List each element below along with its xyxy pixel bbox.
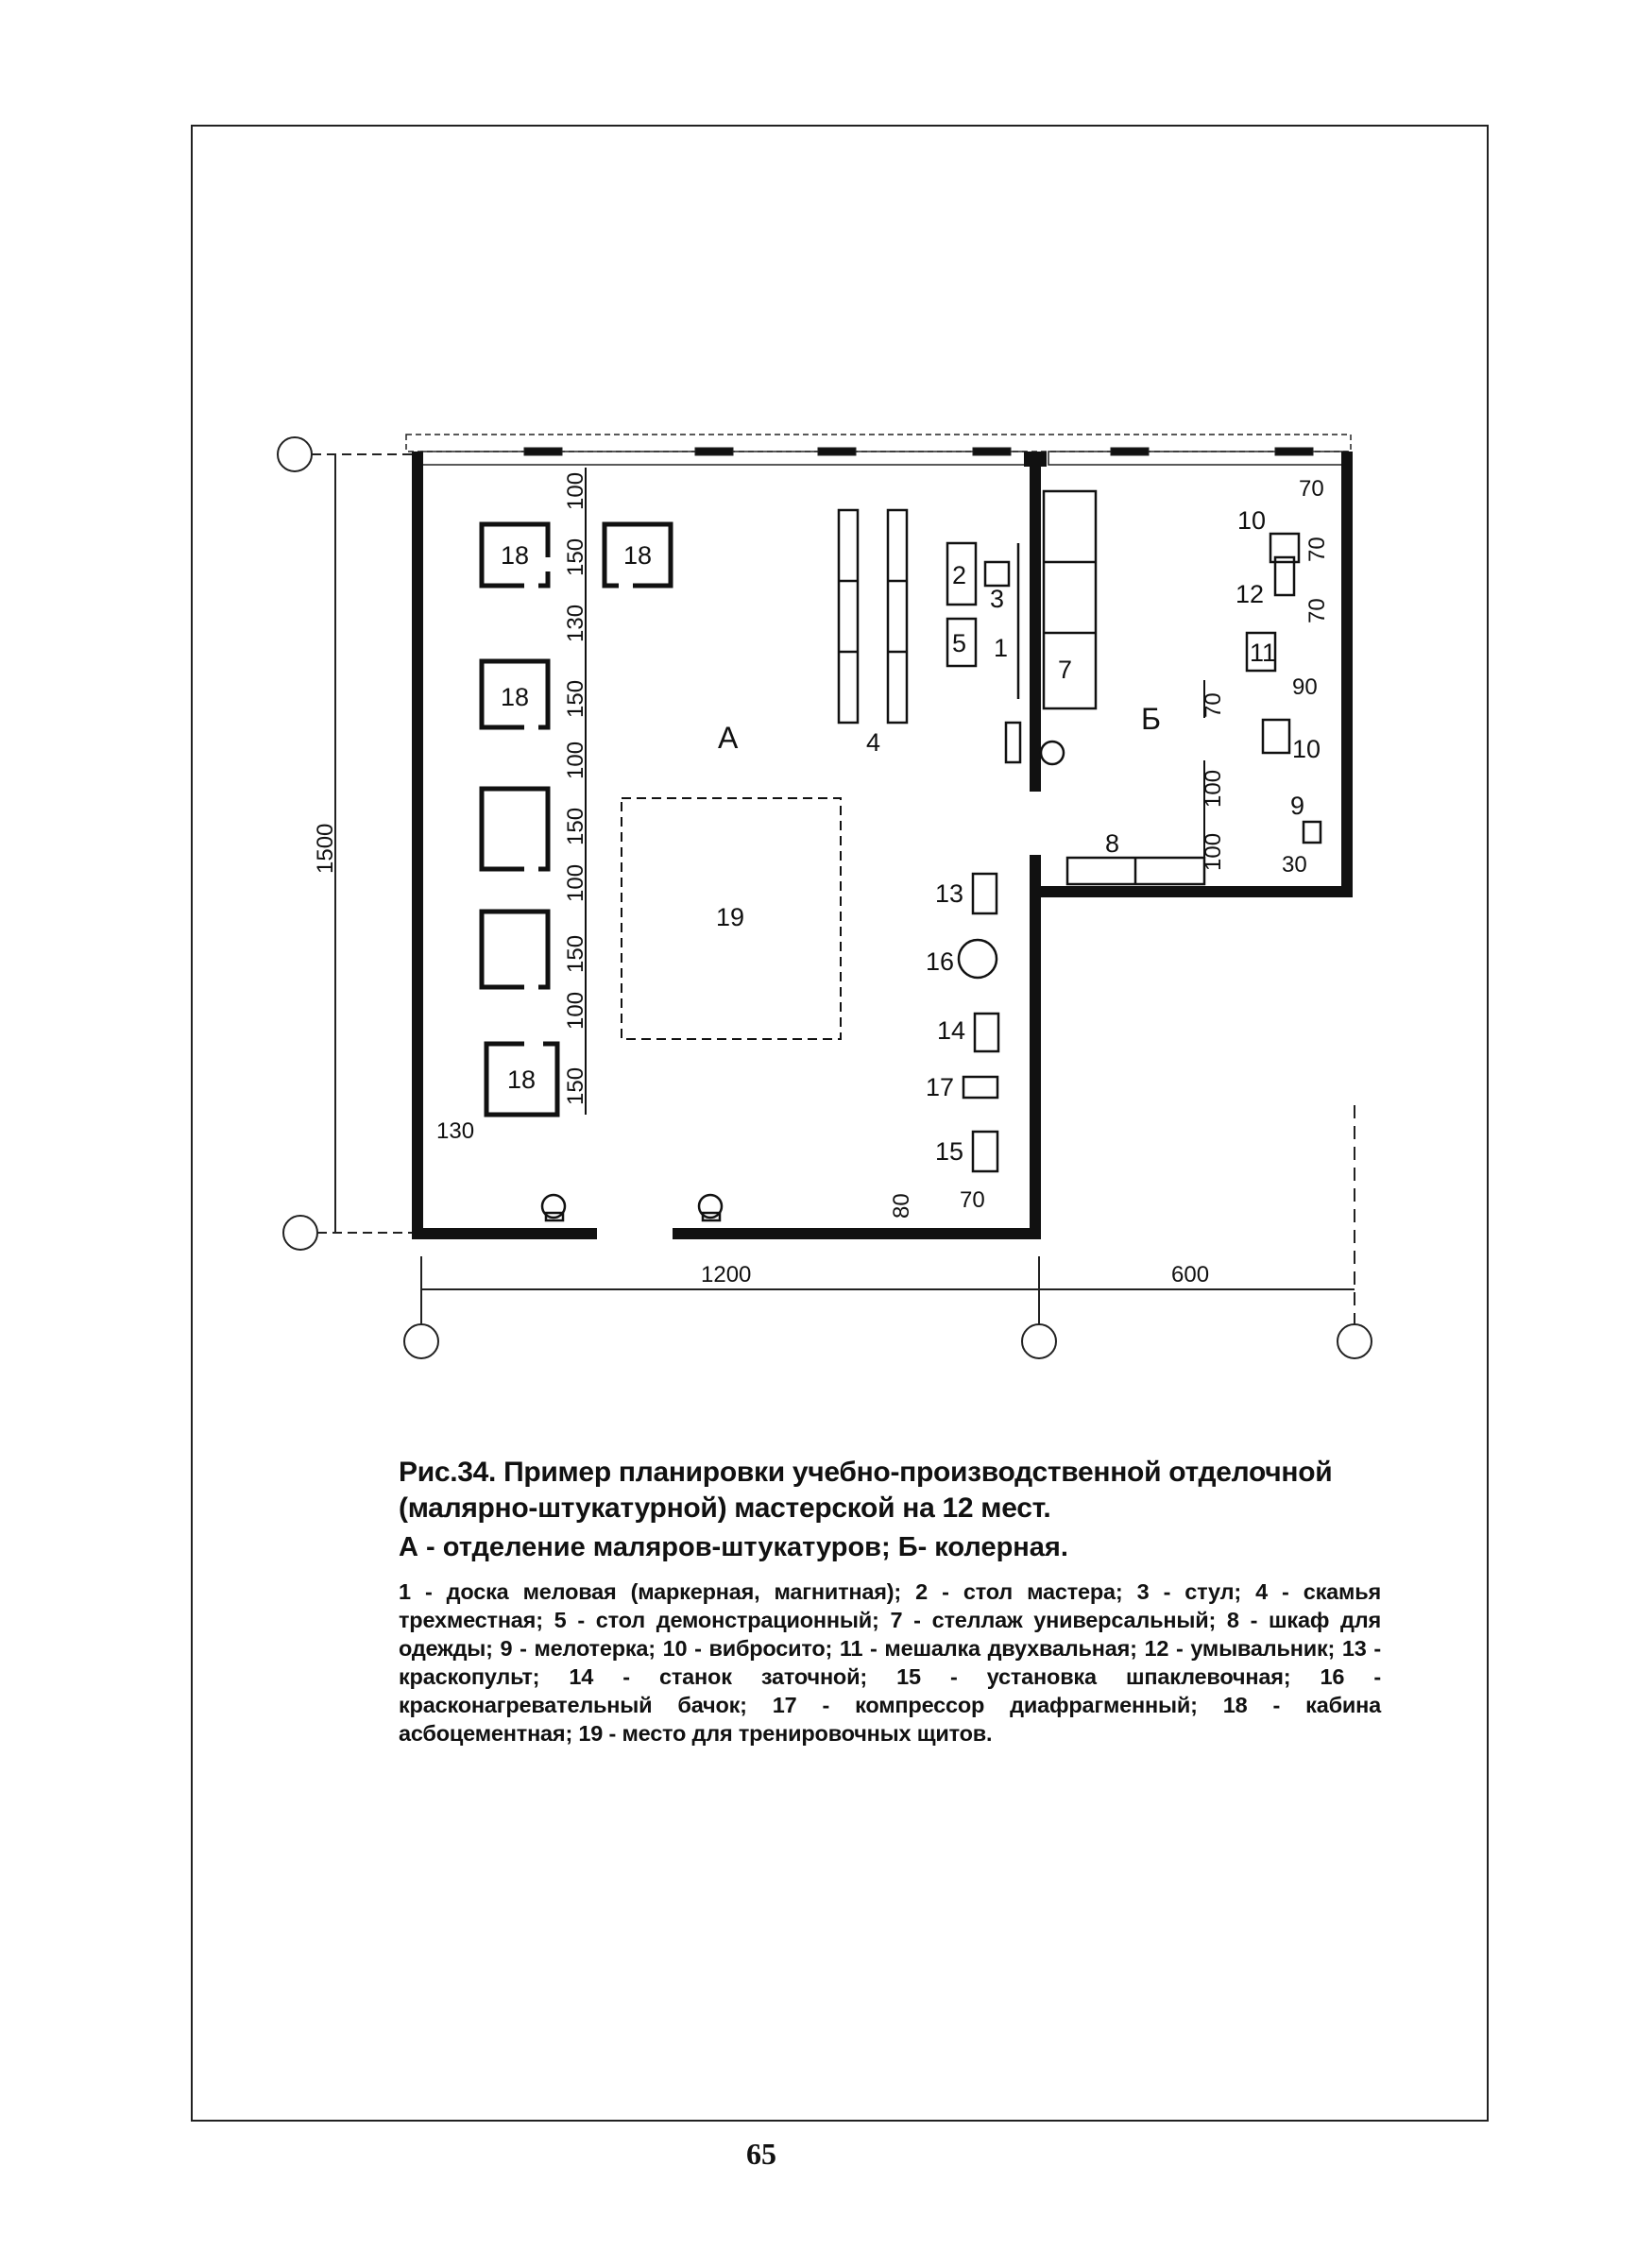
dim-left-10: 150: [563, 1066, 588, 1105]
equip-label-10b: 10: [1292, 735, 1321, 763]
equip-label-3: 3: [990, 585, 1005, 613]
legend-item: 9 - мелотерка;: [500, 1636, 656, 1661]
dim-misc-70: 70: [960, 1187, 985, 1213]
equip-label-13: 13: [935, 879, 964, 908]
dim-left-5: 100: [563, 741, 588, 779]
dim-left-8: 150: [563, 934, 588, 973]
equip-label-10a: 10: [1237, 506, 1267, 535]
dim-right-8: 30: [1282, 852, 1307, 878]
dim-width-a: 1200: [701, 1262, 752, 1287]
legend-item: 4 - скамья трехместная;: [399, 1579, 1381, 1632]
area-label-19: 19: [716, 903, 745, 931]
legend-item: 2 - стол мастера;: [915, 1579, 1123, 1604]
dim-right-4: 90: [1292, 674, 1318, 700]
equip-label-1: 1: [994, 634, 1009, 662]
legend-item: 17 - компрессор диафрагменный;: [772, 1693, 1198, 1717]
dim-right-7: 100: [1201, 832, 1226, 871]
axis-marker-bottom-1: [404, 1324, 438, 1358]
legend-item: 12 - умывальник;: [1144, 1636, 1336, 1661]
legend-item: 18 - кабина асбоцементная;: [399, 1693, 1381, 1746]
equip-label-4: 4: [866, 728, 881, 757]
equip-label-11: 11: [1250, 639, 1277, 667]
legend-item: 3 - стул;: [1136, 1579, 1241, 1604]
dim-right-5: 70: [1201, 692, 1226, 718]
cabin-label-18b: 18: [623, 541, 653, 570]
room-label-b: Б: [1141, 702, 1161, 736]
dim-right-2: 70: [1304, 537, 1330, 562]
equip-label-8: 8: [1105, 829, 1120, 858]
axis-marker-bottom-3: [1338, 1324, 1372, 1358]
dim-right-6: 100: [1201, 769, 1226, 808]
legend-item: 8 - шкаф для одежды;: [399, 1608, 1381, 1661]
equip-label-12: 12: [1236, 580, 1265, 608]
legend-item: 14 - станок заточной;: [569, 1664, 867, 1689]
page-number: 65: [746, 2137, 776, 2171]
legend-item: 19 - место для тренировочных щитов.: [578, 1721, 993, 1746]
legend-item: 1 - доска меловая (маркерная, магнитная);: [399, 1579, 902, 1604]
equip-label-5: 5: [952, 629, 967, 657]
dim-right-3: 70: [1304, 598, 1330, 623]
legend: [399, 1577, 1381, 1748]
dim-left-1: 100: [563, 471, 588, 510]
dim-left-9: 100: [563, 991, 588, 1030]
equip-label-7: 7: [1058, 656, 1073, 684]
axis-marker-bottom-2: [1022, 1324, 1056, 1358]
caption-rooms: А - отделение маляров-штукатуров; Б- колерная.: [399, 1532, 1068, 1562]
cabin-label-18c: 18: [501, 683, 530, 711]
equip-label-15: 15: [935, 1137, 964, 1166]
legend-item: 11 - мешалка двухвальная;: [839, 1636, 1137, 1661]
dim-misc-80: 80: [889, 1193, 914, 1219]
equip-label-17: 17: [926, 1073, 955, 1101]
legend-item: 7 - стеллаж универсальный;: [890, 1608, 1217, 1632]
dim-right-1: 70: [1299, 476, 1324, 502]
legend-item: 5 - стол демонстрационный;: [554, 1608, 879, 1632]
figure-caption: [399, 1455, 1381, 1748]
cabin-label-18a: 18: [501, 541, 530, 570]
equip-label-9: 9: [1290, 792, 1305, 820]
dim-left-3: 130: [563, 604, 588, 642]
dim-left-2: 150: [563, 537, 588, 576]
equip-label-14: 14: [937, 1016, 966, 1045]
legend-item: 16 - красконагревательный бачок;: [399, 1664, 1381, 1717]
dim-left-4: 150: [563, 679, 588, 718]
axis-marker-bottom-left: [283, 1216, 317, 1250]
cabin-label-18d: 18: [507, 1066, 537, 1094]
caption-title: Рис.34. Пример планировки учебно-производственной отделочной (малярно-штукатурной) мастерской на 12 мест.: [399, 1457, 1333, 1524]
room-label-a: А: [718, 721, 739, 755]
dim-overall-height: 1500: [313, 823, 338, 874]
equip-label-16: 16: [926, 947, 955, 976]
chair-3: [985, 562, 1009, 586]
equip-label-2: 2: [952, 561, 967, 589]
window-strip: [406, 435, 1351, 465]
legend-item: 10 - вибросито;: [662, 1636, 833, 1661]
dim-width-b: 600: [1171, 1262, 1210, 1287]
dim-misc-130: 130: [436, 1118, 475, 1144]
benches: [839, 510, 907, 723]
dim-left-7: 100: [563, 863, 588, 902]
legend-item: 15 - установка шпаклевочная;: [896, 1664, 1291, 1689]
dim-left-6: 150: [563, 807, 588, 845]
legend-item: 13 - краскопульт;: [399, 1636, 1381, 1689]
axis-marker-top-left: [278, 437, 312, 471]
dimension-lines: [278, 437, 1372, 1358]
